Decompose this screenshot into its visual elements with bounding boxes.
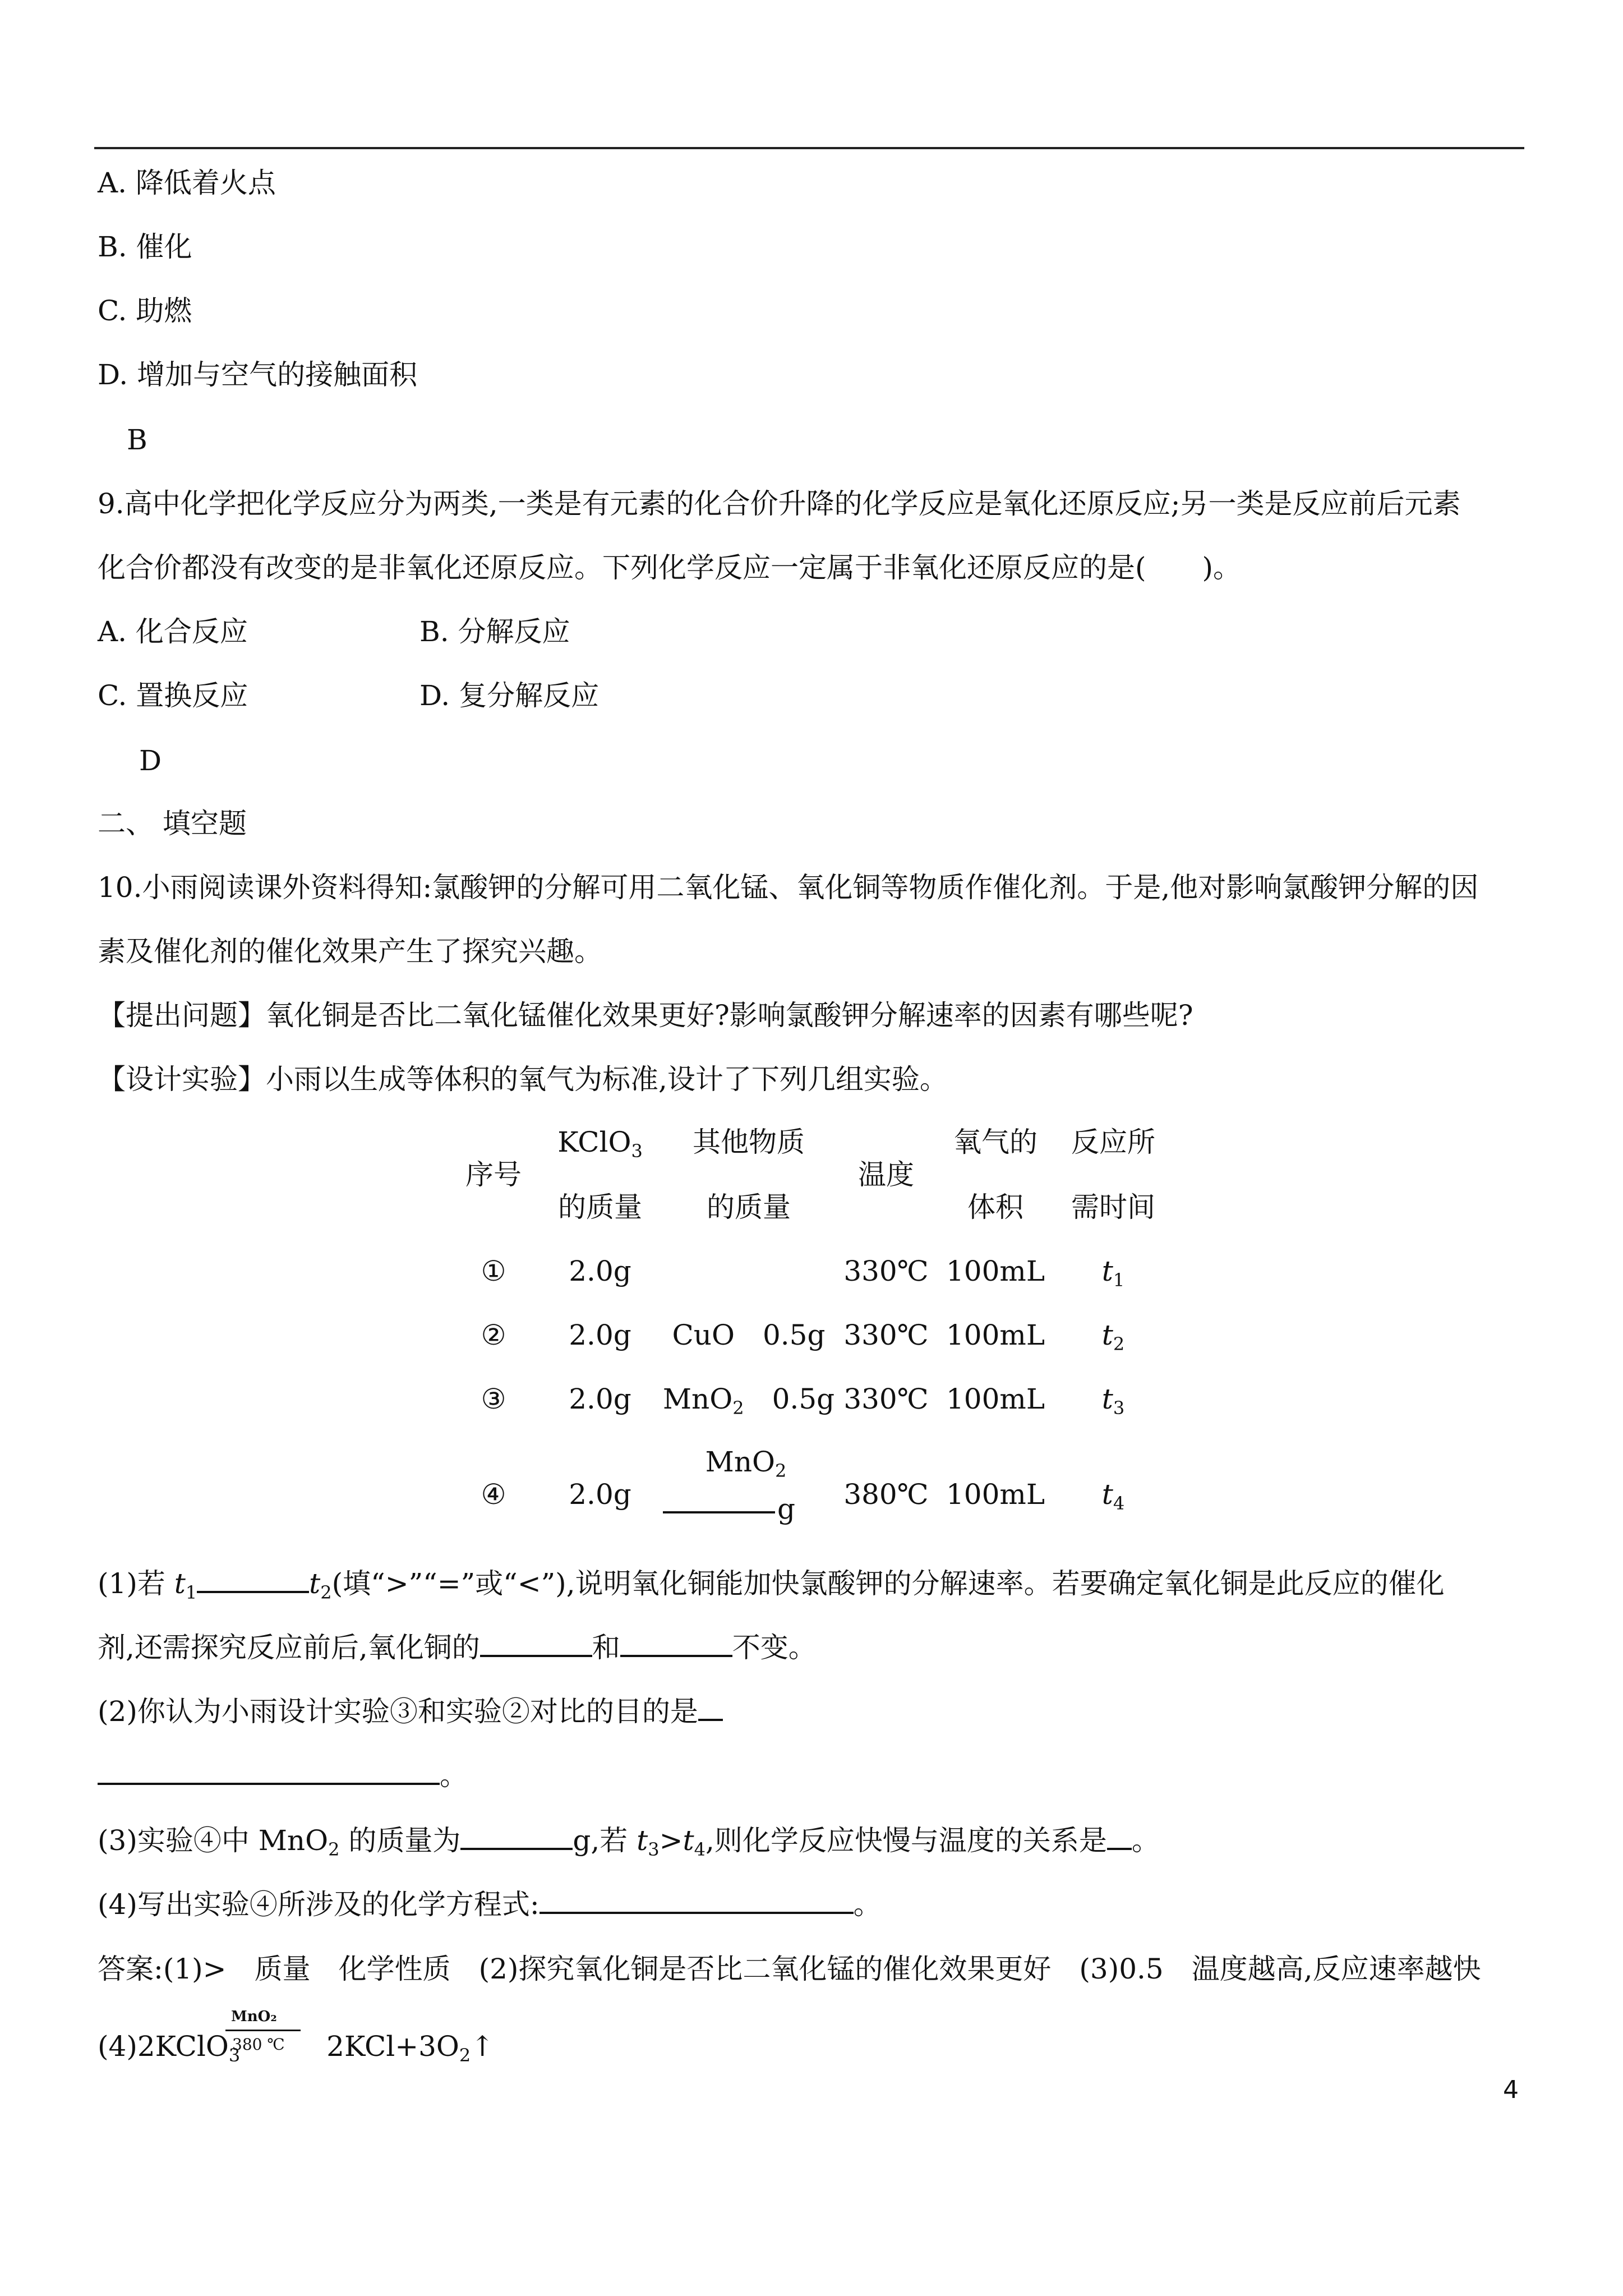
th-kclo3-mass: 的质量 — [558, 1191, 642, 1223]
q10-stem-line2: 素及催化剂的催化效果产生了探究兴趣。 — [98, 935, 602, 968]
th-other: 其他物质 — [693, 1126, 805, 1158]
row1-mass: 2.0g — [569, 1255, 631, 1287]
answer-line1: 答案:(1)> 质量 化学性质 (2)探究氧化铜是否比二氧化锰的催化效果更好 (3)0.5 温度越高,反应速率越快 — [98, 1953, 1481, 1985]
q8-option-c: C. 助燃 — [98, 295, 192, 327]
header-rule — [94, 147, 1524, 149]
row4-temp: 380℃ — [843, 1478, 929, 1511]
row1-seq: ① — [481, 1255, 506, 1287]
answer-equation: (4)2KClO$_3$ $2KCl+3O_2↑$ — [98, 2030, 495, 2066]
q9-stem-line1: 9.高中化学把化学反应分为两类,一类是有元素的化合价升降的化学反应是氧化还原反应;另一类是反应前后元素 — [98, 487, 1461, 520]
row2-mass: 2.0g — [569, 1319, 631, 1351]
sub1-blank-2 — [620, 1630, 732, 1657]
q9-option-c: C. 置换反应 — [98, 679, 248, 712]
th-seq: 序号 — [465, 1158, 522, 1191]
row3-mass: 2.0g — [569, 1383, 631, 1415]
row4-other-label: MnO$_2$ — [705, 1446, 787, 1481]
q10-design: 【设计实验】小雨以生成等体积的氧气为标准,设计了下列几组实验。 — [98, 1063, 948, 1096]
th-other-mass: 的质量 — [707, 1191, 791, 1223]
row4-mass: 2.0g — [569, 1478, 631, 1511]
q9-option-a: A. 化合反应 — [98, 615, 248, 648]
th-temp: 温度 — [858, 1158, 914, 1191]
sub1-blank-compare — [197, 1566, 309, 1593]
row4-other-blank — [663, 1511, 775, 1513]
row1-volume: 100mL — [946, 1255, 1045, 1287]
page-number: 4 — [1503, 2076, 1519, 2104]
section-heading: 二、 填空题 — [98, 807, 247, 840]
sub3-blank-relation — [1107, 1823, 1132, 1850]
sub3-line: (3)实验④中 MnO$_2$ 的质量为 g,若 $t_3>t_4$,则化学反应快慢与温度的关系是 。 — [98, 1824, 1160, 1860]
q8-option-d: D. 增加与空气的接触面积 — [98, 358, 418, 391]
q8-answer: B — [127, 424, 147, 456]
row3-volume: 100mL — [946, 1383, 1045, 1415]
row1-time: $t_1$ — [1101, 1255, 1125, 1291]
row4-other-unit: g — [777, 1493, 795, 1525]
row1-temp: 330℃ — [843, 1255, 929, 1287]
sub4-blank-equation — [540, 1887, 854, 1914]
th-o2: 氧气的 — [953, 1126, 1038, 1158]
row3-temp: 330℃ — [843, 1383, 929, 1415]
sub3-blank-mass — [460, 1823, 573, 1850]
equation-catalyst: MnO₂ — [231, 2008, 277, 2025]
row3-seq: ③ — [481, 1383, 506, 1415]
sub1-line2: 剂,还需探究反应前后,氧化铜的 和 不变。 — [98, 1631, 817, 1664]
row4-time: $t_4$ — [1101, 1478, 1125, 1514]
th-o2-volume: 体积 — [967, 1191, 1023, 1223]
q9-stem-line2: 化合价都没有改变的是非氧化还原反应。下列化学反应一定属于非氧化还原反应的是( )。 — [98, 551, 1242, 584]
row3-other: MnO$_2$ 0.5g — [662, 1383, 835, 1419]
q8-option-a: A. 降低着火点 — [98, 167, 276, 199]
th-kclo3: KClO$_3$ — [557, 1126, 643, 1162]
sub2-blank-start — [698, 1694, 723, 1721]
row2-temp: 330℃ — [843, 1319, 929, 1351]
sub1-blank-1 — [480, 1630, 592, 1657]
sub1-line1: (1)若 $t_1$ $t_2$(填“>”“=”或“<”),说明氧化铜能加快氯酸钾的分解速率。若要确定氧化铜是此反应的催化 — [98, 1567, 1445, 1603]
sub4-line: (4)写出实验④所涉及的化学方程式: 。 — [98, 1888, 882, 1921]
row2-volume: 100mL — [946, 1319, 1045, 1351]
row4-seq: ④ — [481, 1478, 506, 1511]
equation-temperature: 380 ℃ — [232, 2035, 285, 2054]
equation-condition-line — [225, 2030, 301, 2031]
q9-answer: D — [139, 744, 162, 777]
row2-time: $t_2$ — [1101, 1319, 1125, 1355]
row3-time: $t_3$ — [1101, 1383, 1125, 1419]
q10-stem-line1: 10.小雨阅读课外资料得知:氯酸钾的分解可用二氧化锰、氧化铜等物质作催化剂。于是,他对影响氯酸钾分解的因 — [98, 871, 1479, 904]
q8-option-b: B. 催化 — [98, 231, 192, 263]
th-time: 反应所 — [1071, 1126, 1155, 1158]
q10-question: 【提出问题】氧化铜是否比二氧化锰催化效果更好?影响氯酸钾分解速率的因素有哪些呢? — [98, 999, 1193, 1032]
th-time-needed: 需时间 — [1071, 1191, 1155, 1223]
row2-seq: ② — [481, 1319, 506, 1351]
row2-other: CuO 0.5g — [672, 1319, 826, 1351]
q9-option-d: D. 复分解反应 — [419, 679, 600, 712]
sub2-line1: (2)你认为小雨设计实验③和实验②对比的目的是 — [98, 1694, 723, 1728]
row4-volume: 100mL — [946, 1478, 1045, 1511]
sub2-line2: 。 — [98, 1758, 468, 1792]
sub2-blank — [98, 1758, 440, 1785]
q9-option-b: B. 分解反应 — [419, 615, 570, 648]
